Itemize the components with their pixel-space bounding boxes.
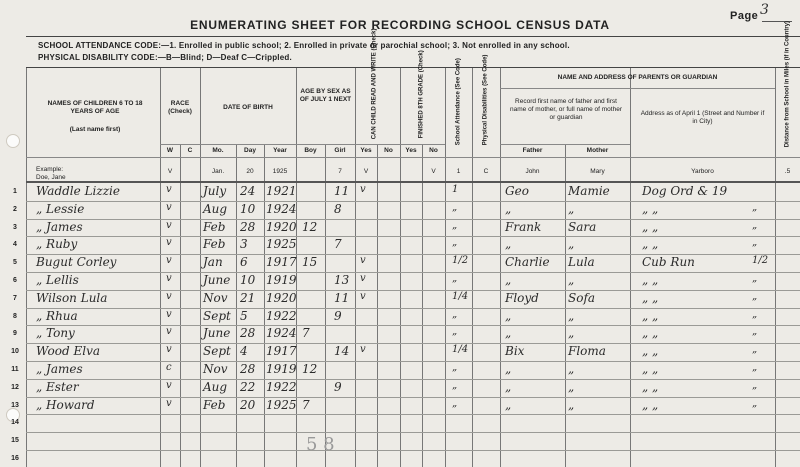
example-rule (26, 181, 800, 183)
child-name: Wood Elva (36, 344, 100, 359)
birth-day: 28 (240, 326, 256, 341)
example-read-yes: V (363, 168, 369, 175)
birth-month: June (203, 326, 231, 341)
grid-line (200, 68, 201, 467)
distance: 1/2 (752, 255, 769, 267)
address: „ „ (642, 273, 659, 287)
birth-year: 1925 (266, 237, 297, 252)
header-rule (160, 144, 445, 145)
read-write-mark: v (360, 255, 366, 267)
distance: „ (752, 290, 758, 302)
boy-age: 12 (302, 362, 318, 376)
grid-line (377, 144, 378, 467)
attendance-code: „ (452, 397, 458, 409)
read-write-mark: v (360, 184, 366, 195)
child-name: „ Lessie (36, 201, 85, 216)
row-number: 3 (13, 223, 17, 231)
row-number: 6 (13, 277, 17, 284)
row-divider (26, 361, 800, 362)
pencil-tally: 5 8 (306, 434, 335, 455)
birth-year: 1920 (266, 290, 297, 305)
distance: „ (752, 201, 758, 213)
attendance-code: „ (452, 273, 458, 284)
father-name: „ (505, 308, 512, 323)
mother-name: „ (568, 201, 575, 216)
day-header: Day (244, 147, 256, 154)
attendance-code: 1/4 (452, 290, 469, 302)
child-name: „ James (36, 362, 83, 376)
distance: „ (752, 219, 758, 231)
read-write-mark: v (360, 273, 366, 284)
father-name: „ (505, 379, 512, 394)
mother-name: „ (568, 308, 575, 323)
race-mark: v (166, 308, 172, 320)
mother-name: „ (568, 362, 575, 376)
boy-age: 12 (302, 219, 318, 234)
girl-age: 9 (334, 379, 342, 394)
birth-year: 1920 (266, 219, 297, 234)
birth-month: Feb (203, 397, 226, 412)
birth-month: Jan (203, 255, 223, 270)
birth-day: 3 (240, 237, 248, 252)
example-girl: 7 (338, 168, 342, 175)
attendance-code: „ (452, 326, 458, 338)
race-mark: c (166, 362, 172, 373)
example-day: 20 (246, 168, 254, 175)
birth-day: 10 (240, 201, 256, 216)
birth-day: 28 (240, 219, 256, 234)
grid-line (565, 144, 566, 467)
child-name: „ Tony (36, 326, 75, 341)
grid-line (445, 68, 446, 467)
mother-name: „ (568, 379, 575, 394)
mother-name: Sara (568, 219, 597, 234)
row-number: 7 (13, 294, 17, 302)
example-finished-no: V (431, 168, 436, 175)
grid-line (400, 68, 401, 467)
birth-day: 4 (240, 344, 248, 359)
row-number: 5 (13, 259, 17, 267)
father-header: Father (522, 147, 543, 154)
attendance-code: „ (452, 219, 458, 231)
disability-header: Physical Disabilities (See Code) (482, 54, 489, 146)
child-name: „ James (36, 219, 83, 234)
address: „ „ (642, 237, 659, 252)
address: „ „ (642, 362, 659, 376)
race-mark: v (166, 201, 172, 213)
grid-line (472, 68, 473, 467)
row-number: 12 (11, 383, 19, 391)
birth-month: July (203, 184, 227, 198)
boy-age: 7 (302, 326, 310, 341)
example-distance: .5 (784, 168, 791, 175)
example-address: Yarboro (691, 168, 714, 175)
mother-name: Mamie (568, 184, 610, 198)
father-name: „ (505, 273, 512, 287)
attendance-code: „ (452, 308, 458, 320)
address: „ „ (642, 379, 659, 394)
race-mark: v (166, 219, 172, 231)
race-mark: v (166, 397, 172, 409)
mother-name: Floma (568, 344, 606, 359)
row-divider (26, 325, 800, 326)
child-name: Bugut Corley (36, 255, 117, 270)
row-number: 11 (11, 366, 19, 373)
address: „ „ (642, 308, 659, 323)
distance: „ (752, 308, 758, 320)
example-mother: Mary (590, 168, 605, 175)
grid-line (630, 68, 631, 467)
child-name: Waddle Lizzie (36, 184, 120, 198)
birth-month: Feb (203, 237, 226, 252)
birth-month: Feb (203, 219, 226, 234)
age-header: AGE BY SEX AS OF JULY 1 NEXT (299, 88, 352, 103)
names-header: NAMES OF CHILDREN 6 TO 18 YEARS OF AGE (47, 100, 143, 115)
child-name: „ Lellis (36, 273, 79, 287)
row-number: 10 (11, 348, 19, 356)
read-write-mark: v (360, 290, 366, 302)
attendance-code: 1 (452, 184, 459, 195)
birth-day: 22 (240, 379, 256, 394)
grid-line (500, 68, 501, 467)
table-top-rule (26, 67, 800, 68)
year-header: Year (273, 147, 287, 154)
mother-name: „ (568, 237, 575, 252)
read-write-mark: v (360, 344, 366, 356)
address-header: Address as of April 1 (Street and Number if in City) (640, 110, 765, 125)
birth-day: 6 (240, 255, 248, 270)
birth-month: Sept (203, 344, 231, 359)
row-number: 14 (11, 419, 19, 427)
girl-age: 11 (334, 290, 350, 305)
father-name: Floyd (505, 290, 539, 305)
birth-day: 28 (240, 362, 256, 376)
read-no-header: No (384, 147, 393, 154)
header-rule (500, 88, 775, 89)
address: „ „ (642, 201, 659, 216)
example-father: John (525, 168, 540, 175)
boy-age: 7 (302, 397, 310, 412)
birth-month: Aug (203, 379, 228, 394)
girl-age: 11 (334, 184, 350, 198)
birth-day: 20 (240, 397, 256, 412)
punch-hole (6, 134, 20, 148)
row-divider (26, 219, 800, 220)
birth-year: 1921 (266, 184, 297, 198)
row-divider (26, 379, 800, 380)
birth-year: 1922 (266, 308, 297, 323)
names-subheader: (Last name first) (69, 126, 121, 133)
race-mark: v (166, 290, 172, 302)
row-number: 2 (13, 205, 17, 213)
birth-day: 5 (240, 308, 248, 323)
father-name: Charlie (505, 255, 550, 270)
birth-year: 1917 (266, 255, 297, 270)
finished-yes-header: Yes (405, 147, 417, 154)
attendance-code-legend: SCHOOL ATTENDANCE CODE:—1. Enrolled in public school; 2. Enrolled in private or parochial school; 3. Not enrolled in any school. (38, 41, 570, 50)
row-divider (26, 236, 800, 237)
address: „ „ (642, 326, 659, 341)
attendance-code: „ (452, 362, 458, 373)
grid-line (775, 68, 776, 467)
row-number: 16 (11, 455, 19, 462)
parents-header: NAME AND ADDRESS OF PARENTS OR GUARDIAN (557, 74, 718, 81)
row-divider (26, 432, 800, 433)
birth-year: 1917 (266, 344, 297, 359)
race-mark: v (166, 255, 172, 267)
row-divider (26, 450, 800, 451)
birth-day: 24 (240, 184, 256, 198)
address: Cub Run (642, 255, 695, 270)
race-colored-header: C (187, 147, 193, 154)
distance: „ (752, 344, 758, 356)
birth-year: 1925 (266, 397, 297, 412)
finished-no-header: No (429, 147, 438, 154)
address: Dog Ord & 19 (642, 184, 728, 198)
birth-month: Nov (203, 362, 228, 376)
child-name: Wilson Lula (36, 290, 108, 305)
distance: „ (752, 379, 758, 391)
girl-header: Girl (334, 147, 346, 154)
grid-line (355, 68, 356, 467)
grid-line (180, 144, 181, 467)
birth-day: 21 (240, 290, 256, 305)
father-name: „ (505, 201, 512, 216)
mother-name: „ (568, 397, 575, 412)
race-header: RACE (Check) (168, 100, 192, 115)
girl-age: 8 (334, 201, 342, 216)
record-first-header: Record first name of father and first name of mother, or full name of mother or guardian (510, 98, 622, 121)
grid-line (422, 144, 423, 467)
row-divider (26, 397, 800, 398)
father-name: „ (505, 326, 512, 341)
address: „ „ (642, 397, 659, 412)
finished-header: FINISHED 8TH GRADE (Check) (418, 50, 425, 139)
row-divider (26, 343, 800, 344)
read-write-header: CAN CHILD READ AND WRITE (Check) (371, 28, 378, 140)
page-number: 3 (760, 2, 769, 18)
distance: „ (752, 362, 758, 373)
row-divider (26, 201, 800, 202)
row-divider (26, 308, 800, 309)
boy-header: Boy (304, 147, 317, 154)
birth-year: 1924 (266, 201, 297, 216)
child-name: „ Ruby (36, 237, 78, 252)
race-mark: v (166, 326, 172, 338)
row-number: 13 (11, 401, 19, 409)
row-number: 9 (13, 330, 17, 338)
race-mark: v (166, 184, 172, 195)
child-name: „ Ester (36, 379, 79, 394)
grid-line (264, 144, 265, 467)
dob-header: DATE OF BIRTH (223, 104, 273, 111)
grid-line (26, 68, 27, 467)
row-divider (26, 272, 800, 273)
birth-month: Sept (203, 308, 231, 323)
father-name: „ (505, 237, 512, 252)
birth-month: Nov (203, 290, 228, 305)
girl-age: 7 (334, 237, 342, 252)
race-mark: v (166, 273, 172, 284)
grid-line (236, 144, 237, 467)
distance: „ (752, 397, 758, 409)
example-name: Doe, Jane (36, 174, 66, 181)
distance: „ (752, 237, 758, 249)
mother-name: Lula (568, 255, 595, 270)
row-number: 8 (13, 312, 17, 320)
birth-month: Aug (203, 201, 228, 216)
child-name: „ Rhua (36, 308, 78, 323)
example-label: Example: (36, 166, 64, 173)
attendance-header: School Attendance (See Code) (455, 58, 462, 146)
example-attendance: 1 (456, 168, 461, 175)
read-yes-header: Yes (360, 147, 372, 154)
title-rule (26, 36, 800, 37)
example-disability: C (483, 168, 489, 175)
address: „ „ (642, 219, 659, 234)
sheet-title: ENUMERATING SHEET FOR RECORDING SCHOOL CENSUS DATA (190, 18, 610, 32)
row-divider (26, 290, 800, 291)
race-white-header: W (166, 147, 174, 154)
grid-line (325, 144, 326, 467)
race-mark: v (166, 237, 172, 249)
mother-header: Mother (586, 147, 609, 154)
example-race: V (167, 168, 173, 175)
girl-age: 13 (334, 273, 350, 287)
birth-year: 1922 (266, 379, 297, 394)
grid-line (160, 68, 161, 467)
distance: „ (752, 273, 758, 284)
race-mark: v (166, 344, 172, 356)
header-rule (500, 144, 630, 145)
birth-day: 10 (240, 273, 256, 287)
race-mark: v (166, 379, 172, 391)
row-divider (26, 414, 800, 415)
example-month: Jan. (211, 168, 225, 175)
row-number: 4 (13, 241, 17, 249)
distance-header: Distance from School in Miles (if in Country) (784, 20, 791, 148)
father-name: Bix (505, 344, 525, 359)
mother-name: „ (568, 326, 575, 341)
mother-name: Sofa (568, 290, 596, 305)
girl-age: 9 (334, 308, 342, 323)
girl-age: 14 (334, 344, 350, 359)
row-number: 1 (13, 188, 17, 195)
father-name: Geo (505, 184, 529, 198)
birth-month: June (203, 273, 231, 287)
attendance-code: 1/4 (452, 344, 469, 356)
attendance-code: 1/2 (452, 255, 469, 267)
attendance-code: „ (452, 201, 458, 213)
child-name: „ Howard (36, 397, 95, 412)
mother-name: „ (568, 273, 575, 287)
address: „ „ (642, 290, 659, 305)
attendance-code: „ (452, 379, 458, 391)
father-name: „ (505, 362, 512, 376)
address: „ „ (642, 344, 659, 359)
distance: „ (752, 326, 758, 338)
attendance-code: „ (452, 237, 458, 249)
disability-code-legend: PHYSICAL DISABILITY CODE:—B—Blind; D—Deaf C—Crippled. (38, 53, 292, 62)
month-header: Mo. (212, 147, 224, 154)
father-name: Frank (505, 219, 542, 234)
page-label: Page (730, 10, 759, 22)
birth-year: 1924 (266, 326, 297, 341)
header-rule (26, 157, 800, 158)
father-name: „ (505, 397, 512, 412)
birth-year: 1919 (266, 362, 297, 376)
row-number: 15 (11, 437, 19, 445)
example-year: 1925 (272, 168, 288, 175)
boy-age: 15 (302, 255, 318, 270)
birth-year: 1919 (266, 273, 297, 287)
